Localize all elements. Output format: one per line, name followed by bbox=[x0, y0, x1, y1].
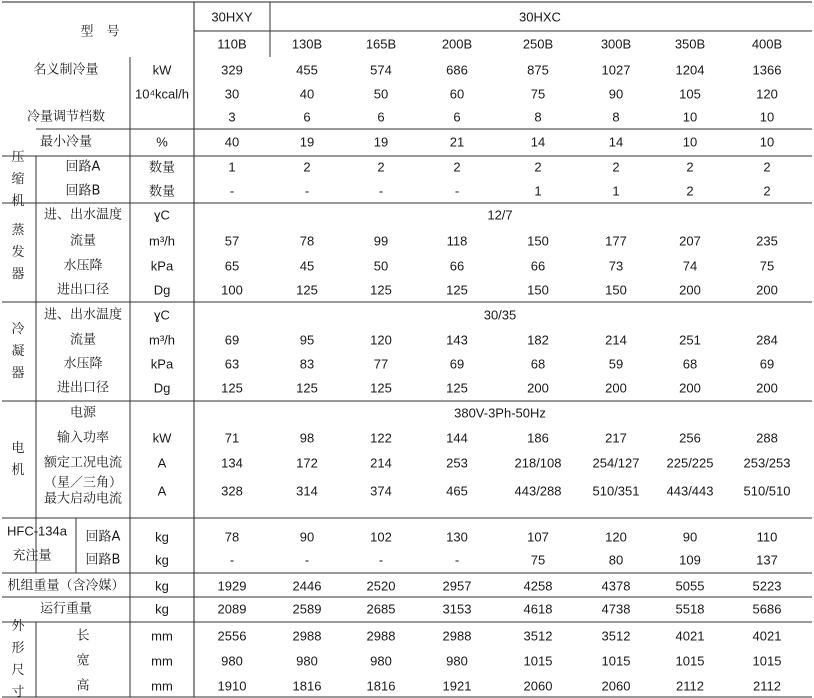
row-label-motor-1: 输入功率 bbox=[56, 430, 110, 446]
cell-value-refrigerant-1-0: - bbox=[229, 552, 235, 568]
cell-value-capacity-3-3: 21 bbox=[449, 134, 465, 150]
group-label-refrigerant: HFC-134a bbox=[7, 523, 67, 539]
cell-value-refrigerant-0-3: 130 bbox=[446, 529, 468, 545]
row-label-condenser-1: 流量 bbox=[69, 332, 97, 348]
cell-value-capacity-3-0: 40 bbox=[224, 134, 240, 150]
cell-value-evaporator-1-4: 150 bbox=[527, 233, 549, 249]
cell-value-weight-0-3: 2957 bbox=[442, 578, 472, 594]
cell-value-condenser-1-5: 214 bbox=[605, 332, 627, 348]
group-label-compressor-char: 压 bbox=[11, 150, 25, 165]
cell-value-capacity-1-6: 105 bbox=[679, 86, 701, 102]
cell-value-motor-1-7: 288 bbox=[756, 430, 778, 446]
cell-value-condenser-3-5: 200 bbox=[605, 380, 627, 396]
cell-value-capacity-2-2: 6 bbox=[377, 109, 385, 125]
row-label-motor-2: 额定工况电流 bbox=[43, 455, 123, 471]
cell-value-motor-3-1: 314 bbox=[296, 483, 318, 499]
cell-value-compressor-0-0: 1 bbox=[228, 159, 236, 175]
cell-value-compressor-1-4: 1 bbox=[534, 183, 542, 199]
cell-value-motor-3-6: 443/443 bbox=[666, 483, 714, 499]
cell-value-condenser-2-0: 63 bbox=[224, 356, 240, 372]
cell-value-compressor-0-3: 2 bbox=[453, 159, 461, 175]
cell-value-weight-1-3: 3153 bbox=[442, 601, 472, 617]
row-unit-weight-0: kg bbox=[155, 578, 169, 594]
row-unit-evaporator-1: m³/h bbox=[149, 233, 175, 249]
cell-value-condenser-2-6: 68 bbox=[682, 356, 698, 372]
row-unit-compressor-0: 数量 bbox=[148, 159, 176, 175]
cell-value-refrigerant-1-3: - bbox=[454, 552, 460, 568]
cell-value-condenser-1-3: 143 bbox=[446, 332, 468, 348]
series-header-30hxc: 30HXC bbox=[519, 9, 561, 25]
cell-value-capacity-2-3: 6 bbox=[453, 109, 461, 125]
model-header-250b: 250B bbox=[522, 36, 554, 52]
group-label-evaporator-char: 发 bbox=[11, 245, 25, 260]
cell-value-condenser-3-7: 200 bbox=[756, 380, 778, 396]
row-unit-condenser-1: m³/h bbox=[149, 332, 175, 348]
cell-value-capacity-0-5: 1027 bbox=[601, 62, 631, 78]
cell-value-motor-3-3: 465 bbox=[446, 483, 468, 499]
cell-value-capacity-2-5: 8 bbox=[612, 109, 620, 125]
cell-value-condenser-2-5: 59 bbox=[608, 356, 624, 372]
row-label-motor-3-line2: 最大启动电流 bbox=[43, 491, 123, 507]
cell-value-evaporator-2-7: 75 bbox=[759, 258, 775, 274]
group-label-condenser-char: 凝 bbox=[11, 344, 25, 359]
row-label-evaporator-1: 流量 bbox=[69, 233, 97, 249]
cell-value-refrigerant-0-1: 90 bbox=[299, 529, 315, 545]
cell-value-refrigerant-0-4: 107 bbox=[527, 529, 549, 545]
cell-value-dimensions-2-2: 1816 bbox=[366, 678, 396, 694]
row-unit-dimensions-1: mm bbox=[151, 653, 173, 669]
row-label-condenser-0: 进、出水温度 bbox=[43, 307, 123, 323]
cell-value-capacity-3-4: 14 bbox=[530, 134, 546, 150]
cell-value-weight-0-6: 5055 bbox=[675, 578, 705, 594]
cell-value-evaporator-1-5: 177 bbox=[605, 233, 627, 249]
cell-value-compressor-1-6: 2 bbox=[686, 183, 694, 199]
cell-value-weight-0-5: 4378 bbox=[601, 578, 631, 594]
cell-value-capacity-2-0: 3 bbox=[228, 109, 236, 125]
cell-value-condenser-2-4: 68 bbox=[530, 356, 546, 372]
cell-value-refrigerant-0-2: 102 bbox=[370, 529, 392, 545]
cell-value-condenser-1-1: 95 bbox=[299, 332, 315, 348]
row-label-condenser-2: 水压降 bbox=[63, 356, 103, 372]
cell-value-motor-2-0: 134 bbox=[221, 455, 243, 471]
cell-value-weight-0-0: 1929 bbox=[217, 578, 247, 594]
cell-value-capacity-3-5: 14 bbox=[608, 134, 624, 150]
cell-value-capacity-2-1: 6 bbox=[303, 109, 311, 125]
cell-value-motor-2-2: 214 bbox=[370, 455, 392, 471]
cell-value-condenser-3-2: 125 bbox=[370, 380, 392, 396]
group-label-condenser-char: 冷 bbox=[11, 322, 25, 337]
row-label-condenser-3: 进出口径 bbox=[56, 380, 110, 396]
model-label-header: 型 号 bbox=[80, 24, 120, 40]
row-label-compressor-1: 回路B bbox=[65, 183, 101, 199]
cell-value-condenser-1-0: 69 bbox=[224, 332, 240, 348]
cell-value-motor-3-0: 328 bbox=[221, 483, 243, 499]
group-label-dimensions-char: 寸 bbox=[11, 685, 25, 698]
cell-value-condenser-1-6: 251 bbox=[679, 332, 701, 348]
model-header-350b: 350B bbox=[674, 36, 706, 52]
row-label-evaporator-2: 水压降 bbox=[63, 258, 103, 274]
cell-value-motor-1-0: 71 bbox=[224, 430, 240, 446]
cell-value-motor-2-5: 254/127 bbox=[592, 455, 640, 471]
group-label-dimensions-char: 外 bbox=[11, 619, 25, 634]
cell-value-capacity-2-4: 8 bbox=[534, 109, 542, 125]
group-label-compressor-char: 机 bbox=[11, 194, 25, 209]
cell-value-evaporator-3-6: 200 bbox=[679, 282, 701, 298]
row-label-evaporator-3: 进出口径 bbox=[56, 282, 110, 298]
row-unit-compressor-1: 数量 bbox=[148, 183, 176, 199]
cell-value-dimensions-0-6: 4021 bbox=[675, 628, 705, 644]
cell-value-evaporator-3-3: 125 bbox=[446, 282, 468, 298]
row-unit-capacity-1: 10⁴kcal/h bbox=[134, 86, 190, 102]
cell-value-motor-1-3: 144 bbox=[446, 430, 468, 446]
cell-value-condenser-3-6: 200 bbox=[679, 380, 701, 396]
row-unit-motor-2: A bbox=[157, 455, 167, 471]
cell-value-compressor-1-1: - bbox=[304, 183, 310, 199]
cell-value-weight-1-4: 4618 bbox=[523, 601, 553, 617]
cell-value-evaporator-1-6: 207 bbox=[679, 233, 701, 249]
cell-value-weight-1-2: 2685 bbox=[366, 601, 396, 617]
cell-value-condenser-2-2: 77 bbox=[373, 356, 389, 372]
cell-value-compressor-1-3: - bbox=[454, 183, 460, 199]
cell-value-capacity-0-3: 686 bbox=[446, 62, 468, 78]
cell-value-refrigerant-0-7: 110 bbox=[756, 529, 778, 545]
row-label-evaporator-0: 进、出水温度 bbox=[43, 207, 123, 223]
model-header-130b: 130B bbox=[291, 36, 323, 52]
model-header-110b: 110B bbox=[217, 36, 247, 52]
cell-value-compressor-0-1: 2 bbox=[303, 159, 311, 175]
cell-value-capacity-2-7: 10 bbox=[759, 109, 775, 125]
cell-value-evaporator-2-3: 66 bbox=[449, 258, 465, 274]
cell-value-evaporator-3-7: 200 bbox=[756, 282, 778, 298]
cell-value-motor-1-1: 98 bbox=[299, 430, 315, 446]
row-label-weight-1: 运行重量 bbox=[39, 601, 93, 617]
cell-value-dimensions-1-3: 980 bbox=[446, 653, 468, 669]
cell-value-evaporator-2-4: 66 bbox=[530, 258, 546, 274]
row-unit-condenser-0: ɣC bbox=[154, 307, 170, 323]
row-unit-capacity-0: kW bbox=[152, 62, 172, 78]
cell-value-capacity-0-1: 455 bbox=[296, 62, 318, 78]
cell-value-refrigerant-1-1: - bbox=[304, 552, 310, 568]
row-label-refrigerant-0: 回路A bbox=[85, 529, 121, 545]
group-label-evaporator-char: 蒸 bbox=[11, 223, 25, 238]
cell-value-capacity-1-7: 120 bbox=[756, 86, 778, 102]
row-label-capacity-3: 最小冷量 bbox=[39, 134, 93, 150]
cell-value-motor-2-3: 253 bbox=[446, 455, 468, 471]
cell-value-dimensions-0-0: 2556 bbox=[217, 628, 247, 644]
cell-value-evaporator-3-4: 150 bbox=[527, 282, 549, 298]
cell-value-capacity-0-6: 1204 bbox=[675, 62, 705, 78]
row-unit-evaporator-0: ɣC bbox=[154, 207, 170, 223]
row-label-motor-0: 电源 bbox=[69, 405, 97, 421]
cell-value-refrigerant-1-7: 137 bbox=[756, 552, 778, 568]
cell-value-dimensions-1-5: 1015 bbox=[601, 653, 631, 669]
cell-value-condenser-3-1: 125 bbox=[296, 380, 318, 396]
cell-value-dimensions-2-1: 1816 bbox=[292, 678, 322, 694]
cell-value-motor-3-5: 510/351 bbox=[592, 483, 640, 499]
cell-value-weight-0-2: 2520 bbox=[366, 578, 396, 594]
row-unit-dimensions-0: mm bbox=[151, 628, 173, 644]
cell-value-dimensions-0-2: 2988 bbox=[366, 628, 396, 644]
cell-value-evaporator-1-2: 99 bbox=[373, 233, 389, 249]
cell-value-evaporator-3-5: 150 bbox=[605, 282, 627, 298]
cell-value-dimensions-1-4: 1015 bbox=[523, 653, 553, 669]
cell-value-refrigerant-1-4: 75 bbox=[530, 552, 546, 568]
row-unit-refrigerant-1: kg bbox=[155, 552, 169, 568]
cell-value-compressor-0-4: 2 bbox=[534, 159, 542, 175]
cell-value-compressor-1-7: 2 bbox=[763, 183, 771, 199]
row-span-value-motor-0: 380V-3Ph-50Hz bbox=[454, 405, 546, 421]
model-header-200b: 200B bbox=[441, 36, 473, 52]
cell-value-evaporator-1-7: 235 bbox=[756, 233, 778, 249]
cell-value-motor-1-5: 217 bbox=[605, 430, 627, 446]
group-label-refrigerant-2: 充注量 bbox=[12, 548, 52, 564]
cell-value-capacity-1-3: 60 bbox=[449, 86, 465, 102]
cell-value-refrigerant-0-0: 78 bbox=[224, 529, 240, 545]
group-label-dimensions-char: 尺 bbox=[11, 663, 25, 678]
cell-value-evaporator-3-1: 125 bbox=[296, 282, 318, 298]
cell-value-capacity-0-4: 875 bbox=[527, 62, 549, 78]
cell-value-evaporator-3-2: 125 bbox=[370, 282, 392, 298]
cell-value-motor-3-4: 443/288 bbox=[514, 483, 562, 499]
row-span-value-condenser-0: 30/35 bbox=[483, 307, 517, 323]
row-label-motor-3: （星／三角） bbox=[43, 475, 123, 491]
cell-value-compressor-1-2: - bbox=[378, 183, 384, 199]
row-unit-motor-1: kW bbox=[152, 430, 172, 446]
cell-value-motor-3-7: 510/510 bbox=[743, 483, 791, 499]
cell-value-condenser-3-0: 125 bbox=[221, 380, 243, 396]
cell-value-compressor-0-2: 2 bbox=[377, 159, 385, 175]
cell-value-motor-3-2: 374 bbox=[370, 483, 392, 499]
cell-value-condenser-3-3: 125 bbox=[446, 380, 468, 396]
row-unit-evaporator-3: Dg bbox=[153, 282, 171, 298]
cell-value-weight-0-7: 5223 bbox=[752, 578, 782, 594]
cell-value-motor-2-4: 218/108 bbox=[514, 455, 562, 471]
row-unit-condenser-2: kPa bbox=[150, 356, 174, 372]
cell-value-refrigerant-0-5: 120 bbox=[605, 529, 627, 545]
cell-value-weight-1-0: 2089 bbox=[217, 601, 247, 617]
cell-value-motor-2-7: 253/253 bbox=[743, 455, 791, 471]
cell-value-compressor-1-5: 1 bbox=[612, 183, 620, 199]
cell-value-evaporator-3-0: 100 bbox=[221, 282, 243, 298]
group-label-dimensions-char: 形 bbox=[11, 641, 25, 656]
cell-value-compressor-0-5: 2 bbox=[612, 159, 620, 175]
cell-value-capacity-3-7: 10 bbox=[759, 134, 775, 150]
cell-value-capacity-0-2: 574 bbox=[370, 62, 392, 78]
row-label-capacity-2: 冷量调节档数 bbox=[26, 109, 106, 125]
cell-value-dimensions-0-3: 2988 bbox=[442, 628, 472, 644]
cell-value-condenser-2-7: 69 bbox=[759, 356, 775, 372]
cell-value-motor-1-4: 186 bbox=[527, 430, 549, 446]
cell-value-weight-1-5: 4738 bbox=[601, 601, 631, 617]
cell-value-dimensions-1-2: 980 bbox=[370, 653, 392, 669]
row-unit-weight-1: kg bbox=[155, 601, 169, 617]
row-label-capacity-0: 名义制冷量 bbox=[33, 62, 99, 78]
row-span-value-evaporator-0: 12/7 bbox=[487, 207, 513, 223]
cell-value-dimensions-0-1: 2988 bbox=[292, 628, 322, 644]
cell-value-capacity-0-0: 329 bbox=[221, 62, 243, 78]
cell-value-dimensions-0-5: 3512 bbox=[601, 628, 631, 644]
row-unit-refrigerant-0: kg bbox=[155, 529, 169, 545]
cell-value-capacity-1-5: 90 bbox=[608, 86, 624, 102]
cell-value-condenser-1-2: 120 bbox=[370, 332, 392, 348]
row-label-weight-0: 机组重量（含冷媒） bbox=[7, 578, 125, 594]
cell-value-capacity-3-1: 19 bbox=[299, 134, 315, 150]
cell-value-capacity-1-2: 50 bbox=[373, 86, 389, 102]
row-label-dimensions-2: 高 bbox=[76, 678, 90, 694]
row-label-refrigerant-1: 回路B bbox=[85, 552, 121, 568]
cell-value-dimensions-0-7: 4021 bbox=[752, 628, 782, 644]
cell-value-motor-2-1: 172 bbox=[296, 455, 318, 471]
cell-value-condenser-1-7: 284 bbox=[756, 332, 778, 348]
cell-value-capacity-3-6: 10 bbox=[682, 134, 698, 150]
cell-value-weight-1-7: 5686 bbox=[752, 601, 782, 617]
cell-value-dimensions-0-4: 3512 bbox=[523, 628, 553, 644]
row-unit-dimensions-2: mm bbox=[151, 678, 173, 694]
cell-value-dimensions-2-5: 2060 bbox=[601, 678, 631, 694]
cell-value-compressor-0-6: 2 bbox=[686, 159, 694, 175]
cell-value-evaporator-1-0: 57 bbox=[224, 233, 240, 249]
cell-value-dimensions-1-1: 980 bbox=[296, 653, 318, 669]
model-header-300b: 300B bbox=[600, 36, 632, 52]
cell-value-evaporator-2-6: 74 bbox=[682, 258, 698, 274]
cell-value-condenser-1-4: 182 bbox=[527, 332, 549, 348]
row-unit-evaporator-2: kPa bbox=[150, 258, 174, 274]
cell-value-evaporator-2-2: 50 bbox=[373, 258, 389, 274]
cell-value-condenser-2-3: 69 bbox=[449, 356, 465, 372]
row-unit-capacity-3: % bbox=[156, 134, 168, 150]
cell-value-evaporator-2-0: 65 bbox=[224, 258, 240, 274]
row-label-dimensions-1: 宽 bbox=[76, 653, 90, 669]
group-label-evaporator-char: 器 bbox=[11, 267, 25, 282]
cell-value-dimensions-2-3: 1921 bbox=[442, 678, 472, 694]
cell-value-condenser-2-1: 83 bbox=[299, 356, 315, 372]
model-header-400b: 400B bbox=[751, 36, 783, 52]
cell-value-refrigerant-1-6: 109 bbox=[679, 552, 701, 568]
cell-value-motor-1-2: 122 bbox=[370, 430, 392, 446]
cell-value-capacity-2-6: 10 bbox=[682, 109, 698, 125]
group-label-motor-char: 电 bbox=[11, 441, 25, 456]
row-unit-motor-3: A bbox=[157, 483, 167, 499]
series-header-30hxy: 30HXY bbox=[211, 9, 253, 25]
cell-value-dimensions-1-0: 980 bbox=[221, 653, 243, 669]
cell-value-condenser-3-4: 200 bbox=[527, 380, 549, 396]
group-label-condenser-char: 器 bbox=[11, 366, 25, 381]
cell-value-evaporator-1-3: 118 bbox=[446, 233, 468, 249]
group-label-motor-char: 机 bbox=[11, 463, 25, 478]
cell-value-dimensions-1-7: 1015 bbox=[752, 653, 782, 669]
cell-value-capacity-1-0: 30 bbox=[224, 86, 240, 102]
row-label-dimensions-0: 长 bbox=[76, 628, 90, 644]
cell-value-refrigerant-1-2: - bbox=[378, 552, 384, 568]
cell-value-capacity-0-7: 1366 bbox=[752, 62, 782, 78]
cell-value-compressor-1-0: - bbox=[229, 183, 235, 199]
cell-value-dimensions-2-7: 2112 bbox=[753, 678, 781, 694]
cell-value-weight-0-1: 2446 bbox=[292, 578, 322, 594]
cell-value-evaporator-2-5: 73 bbox=[608, 258, 624, 274]
row-label-compressor-0: 回路A bbox=[65, 159, 101, 175]
cell-value-capacity-1-1: 40 bbox=[299, 86, 315, 102]
cell-value-evaporator-1-1: 78 bbox=[299, 233, 315, 249]
cell-value-weight-1-1: 2589 bbox=[292, 601, 322, 617]
cell-value-weight-0-4: 4258 bbox=[523, 578, 553, 594]
cell-value-refrigerant-0-6: 90 bbox=[682, 529, 698, 545]
cell-value-dimensions-2-6: 2112 bbox=[676, 678, 704, 694]
model-header-165b: 165B bbox=[365, 36, 397, 52]
cell-value-capacity-3-2: 19 bbox=[373, 134, 389, 150]
cell-value-motor-1-6: 256 bbox=[679, 430, 701, 446]
cell-value-capacity-1-4: 75 bbox=[530, 86, 546, 102]
cell-value-dimensions-2-0: 1910 bbox=[217, 678, 247, 694]
cell-value-dimensions-2-4: 2060 bbox=[523, 678, 553, 694]
cell-value-evaporator-2-1: 45 bbox=[299, 258, 315, 274]
cell-value-weight-1-6: 5518 bbox=[675, 601, 705, 617]
cell-value-motor-2-6: 225/225 bbox=[666, 455, 714, 471]
cell-value-compressor-0-7: 2 bbox=[763, 159, 771, 175]
cell-value-dimensions-1-6: 1015 bbox=[675, 653, 705, 669]
cell-value-refrigerant-1-5: 80 bbox=[608, 552, 624, 568]
row-unit-condenser-3: Dg bbox=[153, 380, 171, 396]
group-label-compressor-char: 缩 bbox=[11, 172, 25, 187]
